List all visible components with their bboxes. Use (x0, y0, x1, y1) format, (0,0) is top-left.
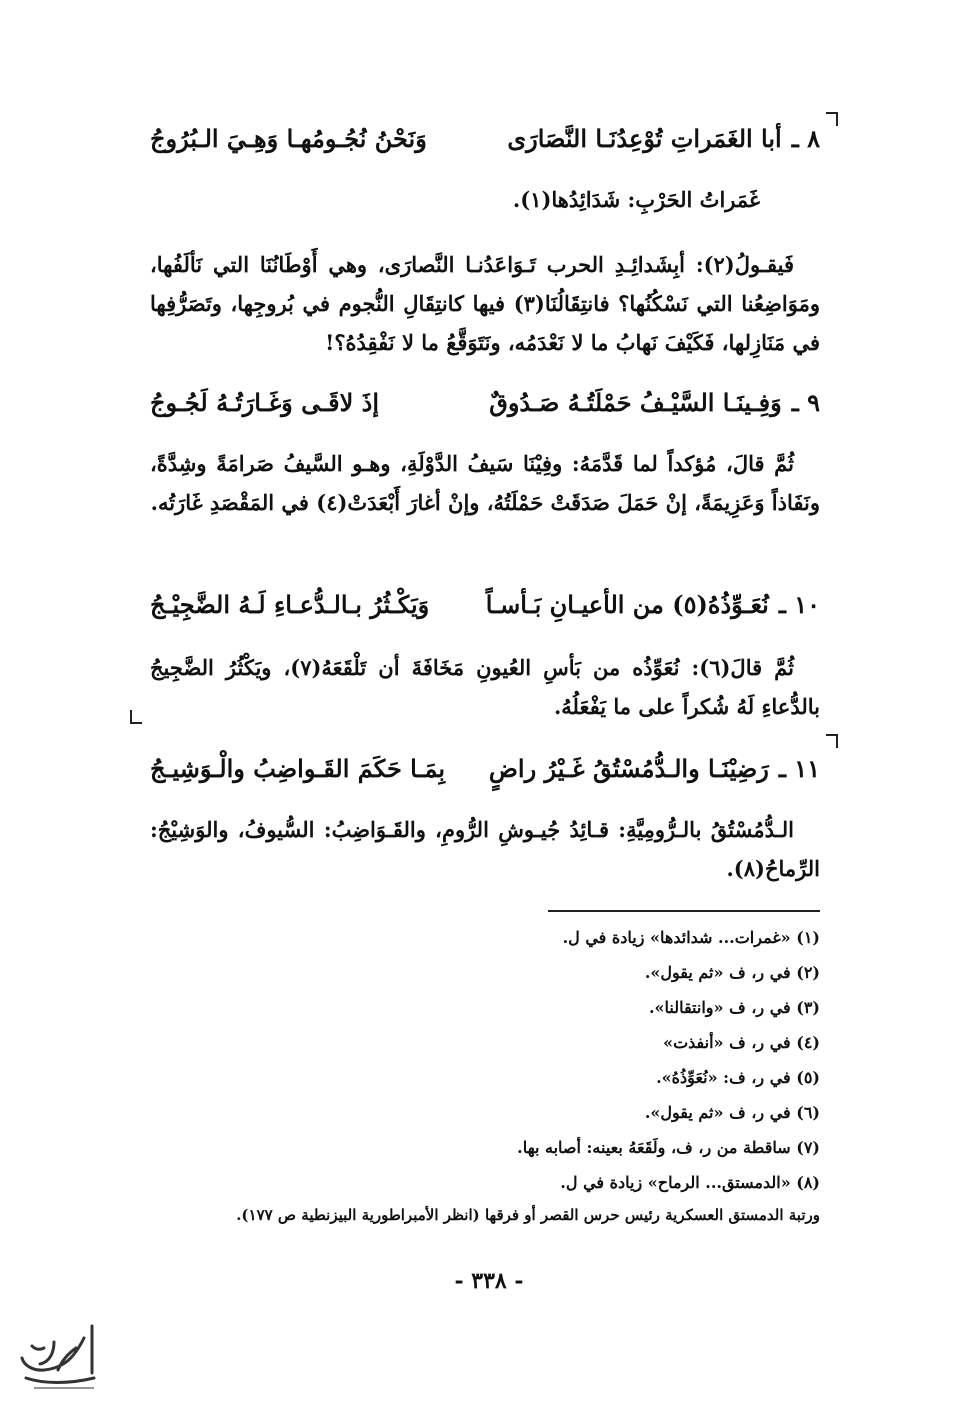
verse-number: ٨ ـ (791, 124, 820, 153)
prose-paragraph-4: ثُمَّ قالَ(٦): نُعَوِّذُه من بَأسِ العُيونِ مَخَافَةَ أن تَلْقَعَهُ(٧)، ويَكْثُرُ الضَّجِيجُ بالدُّعاءِ لَهُ شُكراً على ما يَفْعَلُهُ. (150, 655, 820, 719)
footnote-item: (٢) في ر، ف «ثم يقول». (644, 963, 820, 982)
section-mark-end (130, 710, 142, 724)
verse-hemistich-second: وَنَحْنُ نُجُـومُهـا وَهِـيَ الـبُرُوجُ (150, 124, 427, 153)
verse-number: ٩ ـ (791, 388, 820, 417)
verse-11 (150, 754, 820, 783)
verse-hemistich-first: رَضِيْنَـا والـدُّمُسْتُقُ غَـيْرُ راضٍ (488, 754, 769, 783)
footnote-item: (٨) «الدمستق... الرماح» زيادة في ل. (560, 1173, 820, 1192)
footnote-item: (٤) في ر، ف «أنفذت» (663, 1033, 820, 1052)
footnote-continuation: ورتبة الدمستق العسكرية رئيس حرس القصر أو فرقها (انظر الأمبراطورية البيزنطية ص ١٧٧). (236, 1206, 820, 1224)
calligraphy-stamp-icon (14, 1318, 104, 1398)
section-mark-start (826, 734, 838, 748)
verse-number: ١١ ـ (778, 754, 820, 783)
footnote-divider (548, 910, 820, 912)
verse-hemistich-second: إذَ لاقَـى وَغَـارَتُـهُ لَجُـوجُ (150, 388, 379, 417)
prose-paragraph-5: الـدُّمُسْتُقُ بالـرُّومِيَّةِ: قـائِدُ جُيـوشِ الرُّومِ، والقَـوَاضِبُ: السُّيوفُ، والوَشِيْجُ: الرِّماحُ(٨). (150, 817, 820, 881)
verse-hemistich-second: بِمَـا حَكَمَ القَـواضِبُ والْـوَشِيـجُ (149, 754, 446, 783)
prose-paragraph-1: غَمَراتُ الحَرْبِ: شَدَائِدُها(١). (512, 187, 760, 212)
prose-paragraph-3: ثُمَّ قالَ، مُؤكداً لما قَدَّمَهُ: وفِيْنَا سَيفُ الدَّوْلَةِ، وهـو السَّيفُ صَرامَةً وشِدَّةً، ونَفَاذاً وَعَزِيمَةً، إنْ حَمَلَ صَدَقَتْ حَمْلَتُهُ، وإنْ أغارَ أَبْعَدَتْ(٤) في المَقْصَدِ غَارَتُه. (150, 451, 820, 515)
verse-number: ١٠ ـ (778, 590, 820, 619)
prose-paragraph-2: فَيقـولُ(٢): أبِشَدائِـدِ الحرب تَـوَاعَدُنـا النَّصارَى، وهي أَوْطَانُنَا التي نَألَفُها، ومَوَاضِعُنا التي نَسْكُنُها؟ فانتِقَالُنَا(٣) فيها كانتِقَالِ النُّجوم في بُروجِها، وتَصَرُّفِها في مَنَازِلها، فَكَيْفَ نَهابُ ما لا نَعْدَمُه، ونَتَوَقَّعُ ما لا نَفْقِدُهُ؟! (150, 252, 820, 355)
verse-hemistich-first: نُعَـوِّذُهُ(٥) من الأعيـانِ بَـأسـاً (485, 590, 769, 619)
verse-10 (150, 590, 820, 619)
footnote-item: (١) «غمرات... شدائدها» زيادة في ل. (562, 928, 820, 947)
footnote-item: (٥) في ر، ف: «نُعَوِّذُهُ». (656, 1068, 820, 1087)
verse-hemistich-first: أبا الغَمَراتِ تُوْعِدُنَـا النَّصَارَى (507, 124, 782, 153)
footnote-item: (٧) ساقطة من ر، ف، ولَقَعَهُ بعينه: أصابه بها. (517, 1138, 820, 1157)
page-number: - ٣٣٨ - (454, 1268, 524, 1294)
footnotes-list (150, 920, 820, 1200)
verse-9 (150, 388, 820, 417)
verse-hemistich-second: وَيَكْـثُرُ بـالـدُّعـاءِ لَـهُ الضَّجِيْـجُ (149, 590, 430, 619)
section-mark-start (826, 112, 838, 126)
verse-hemistich-first: وَفِـينَـا السَّيْـفُ حَمْلَتُـهُ صَـدُوقٌ (489, 388, 782, 417)
footnote-item: (٦) في ر، ف «ثم يقول». (644, 1103, 820, 1122)
footnote-item: (٣) في ر، ف «وانتقالنا». (648, 998, 820, 1017)
verse-8 (150, 124, 820, 153)
